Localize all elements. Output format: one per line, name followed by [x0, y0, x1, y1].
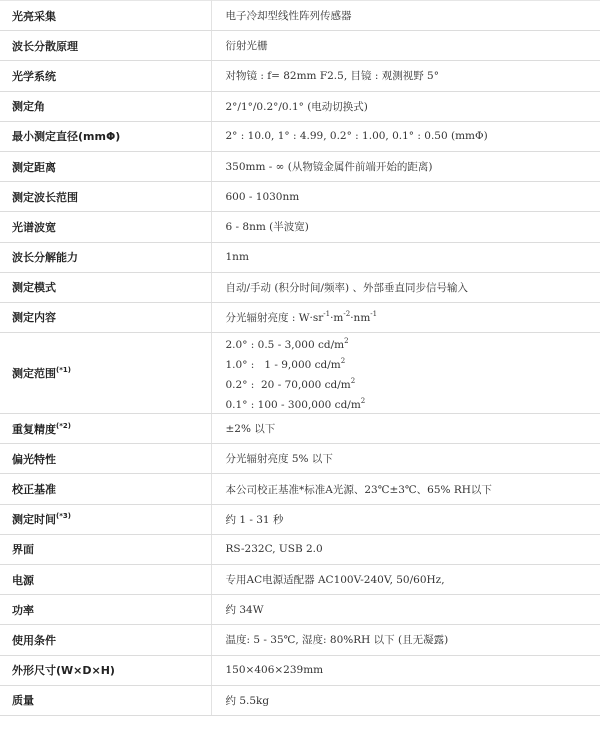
superscript: 2 — [360, 397, 366, 406]
spec-value-mid: ·m — [330, 311, 344, 324]
range-line — [226, 353, 600, 373]
spec-value: 自动/手动 (积分时间/频率) 、外部垂直同步信号输入 — [211, 272, 600, 302]
table-row — [0, 414, 600, 444]
spec-value: 2°/1°/0.2°/0.1° (电动切换式) — [211, 91, 600, 121]
spec-label-text: 测定范围 — [12, 367, 56, 381]
spec-label: 偏光特性 — [0, 444, 211, 474]
footnote-ref: (*2) — [56, 421, 71, 430]
spec-label: 功率 — [0, 595, 211, 625]
spec-value: 电子冷却型线性阵列传感器 — [211, 1, 600, 31]
spec-value: 6 - 8nm (半波宽) — [211, 212, 600, 242]
spec-value: 专用AC电源适配器 AC100V-240V, 50/60Hz, — [211, 565, 600, 595]
table-row — [0, 1, 600, 31]
table-row — [0, 302, 600, 332]
spec-label: 测定角 — [0, 91, 211, 121]
spec-value: 约 1 - 31 秒 — [211, 504, 600, 534]
spec-value-prefix: 分光辐射亮度 : W·sr — [225, 311, 324, 324]
spec-label — [0, 414, 211, 444]
spec-value: 约 34W — [211, 595, 600, 625]
table-row — [0, 31, 600, 61]
spec-label: 测定距离 — [0, 151, 211, 181]
table-row — [0, 685, 600, 715]
range-text: 1.0° : 1 - 9,000 cd/m — [225, 359, 341, 372]
spec-value: 1nm — [211, 242, 600, 272]
spec-label: 测定内容 — [0, 302, 211, 332]
spec-value: RS-232C, USB 2.0 — [211, 534, 600, 564]
spec-label: 质量 — [0, 685, 211, 715]
spec-value: 对物镜 : f= 82mm F2.5, 目镜 : 观测视野 5° — [211, 61, 600, 91]
table-row — [0, 474, 600, 504]
footnote-ref: (*3) — [56, 512, 71, 521]
spec-label: 波长分散原理 — [0, 31, 211, 61]
spec-value: 150×406×239mm — [211, 655, 600, 685]
table-row — [0, 242, 600, 272]
spec-value-mid: ·nm — [350, 311, 371, 324]
table-row — [0, 625, 600, 655]
spec-label: 光谱波宽 — [0, 212, 211, 242]
spec-value: 2° : 10.0, 1° : 4.99, 0.2° : 1.00, 0.1° : 0.50 (mmΦ) — [211, 121, 600, 151]
superscript: 2 — [340, 357, 346, 366]
spec-label: 测定波长范围 — [0, 182, 211, 212]
spec-label: 测定模式 — [0, 272, 211, 302]
spec-label-text: 重复精度 — [12, 422, 56, 436]
superscript: -1 — [323, 309, 331, 318]
superscript: 2 — [344, 337, 349, 346]
spec-label: 波长分解能力 — [0, 242, 211, 272]
range-line — [226, 333, 600, 353]
table-row — [0, 91, 600, 121]
spec-label-text: 测定时间 — [12, 513, 56, 527]
spec-value: 350mm - ∞ (从物镜金属件前端开始的距离) — [211, 151, 600, 181]
table-row — [0, 655, 600, 685]
range-text: 0.1° : 100 - 300,000 cd/m — [225, 399, 361, 412]
superscript: -1 — [370, 309, 378, 318]
table-row — [0, 61, 600, 91]
spec-label: 使用条件 — [0, 625, 211, 655]
range-text: 2.0° : 0.5 - 3,000 cd/m — [225, 339, 345, 352]
table-row — [0, 534, 600, 564]
spec-value — [211, 333, 600, 414]
table-row — [0, 504, 600, 534]
table-row — [0, 595, 600, 625]
spec-label: 光亮采集 — [0, 1, 211, 31]
superscript: 2 — [350, 377, 356, 386]
spec-label: 光学系统 — [0, 61, 211, 91]
table-row — [0, 121, 600, 151]
spec-value: 约 5.5kg — [211, 685, 600, 715]
spec-value — [211, 302, 600, 332]
spec-label: 电源 — [0, 565, 211, 595]
spec-value: 本公司校正基准*标准A光源、23℃±3℃、65% RH以下 — [211, 474, 600, 504]
table-row — [0, 333, 600, 414]
table-row — [0, 272, 600, 302]
table-row — [0, 444, 600, 474]
spec-value: ±2% 以下 — [211, 414, 600, 444]
spec-label: 界面 — [0, 534, 211, 564]
footnote-ref: (*1) — [56, 366, 71, 375]
table-row — [0, 565, 600, 595]
range-line — [226, 393, 600, 413]
spec-label: 校正基准 — [0, 474, 211, 504]
spec-label: 最小测定直径(mmΦ) — [0, 121, 211, 151]
table-row — [0, 151, 600, 181]
spec-value: 分光辐射亮度 5% 以下 — [211, 444, 600, 474]
table-row — [0, 212, 600, 242]
spec-label — [0, 333, 211, 414]
table-row — [0, 182, 600, 212]
spec-value: 温度: 5 - 35℃, 湿度: 80%RH 以下 (且无凝露) — [211, 625, 600, 655]
spec-value: 600 - 1030nm — [211, 182, 600, 212]
spec-label: 外形尺寸(W×D×H) — [0, 655, 211, 685]
superscript: -2 — [343, 309, 351, 318]
range-line — [226, 373, 600, 393]
range-text: 0.2° : 20 - 70,000 cd/m — [225, 379, 351, 392]
spec-value: 衍射光栅 — [211, 31, 600, 61]
spec-label — [0, 504, 211, 534]
